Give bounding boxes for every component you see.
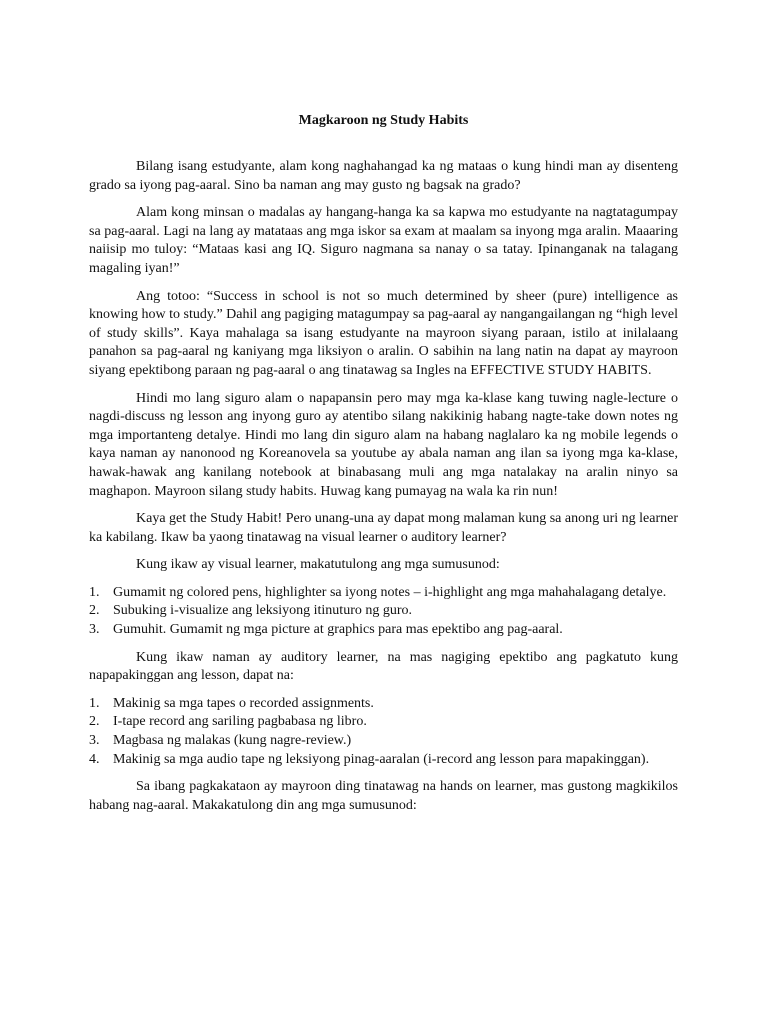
auditory-learner-list bbox=[89, 695, 678, 769]
paragraph-visual-intro: Kung ikaw ay visual learner, makatutulong ang mga sumusunod: bbox=[136, 557, 500, 573]
list-text: Subuking i-visualize ang leksiyong itinuturo ng guro. bbox=[113, 603, 413, 619]
list-text: Gumamit ng colored pens, highlighter sa iyong notes – i-highlight ang mga mahahalagang detalye. bbox=[113, 584, 667, 600]
list-item bbox=[89, 584, 678, 603]
list-text: Gumuhit. Gumamit ng mga picture at graphics para mas epektibo ang pag-aaral. bbox=[113, 622, 563, 638]
paragraph-intro: Bilang isang estudyante, alam kong naghahangad ka ng mataas o kung hindi man ay disenteng grado sa iyong pag-aaral. Sino ba naman ang may gusto ng bagsak na grado? bbox=[89, 159, 678, 193]
paragraph-truth: Ang totoo: “Success in school is not so much determined by sheer (pure) intelligence as knowing how to study.” Dahil ang pagiging matagumpay sa pag-aaral ay nangangailangan ng “high level of study skills”. Kaya mahalaga sa isang estudyante na mayroon siyang paraan, istilo at inilalaang panahon sa pag-aaral ng kaniyang mga liksiyon o aralin. O sabihin na lang natin na dapat ay mayroon siyang epektibong paraan ng pag-aaral o ang tinatawag sa Ingles na EFFECTIVE STUDY HABITS. bbox=[89, 288, 678, 378]
list-item bbox=[89, 713, 678, 732]
visual-learner-list bbox=[89, 584, 678, 640]
list-text: Magbasa ng malakas (kung nagre-review.) bbox=[113, 733, 352, 749]
list-number: 3. bbox=[89, 733, 100, 749]
list-number: 2. bbox=[89, 603, 100, 619]
list-number: 2. bbox=[89, 714, 100, 730]
paragraph-admiration: Alam kong minsan o madalas ay hangang-hanga ka sa kapwa mo estudyante na nagtatagumpay sa pag-aaral. Lagi na lang ay matataas ang mga iskor sa exam at maalam sa inyong mga aralin. Maaaring naiisip mo tuloy: “Mataas kasi ang IQ. Siguro nagmana sa nanay o sa tatay. Ipinanganak na talagang magaling iyan!” bbox=[89, 205, 678, 276]
list-number: 3. bbox=[89, 622, 100, 638]
list-text: I-tape record ang sariling pagbabasa ng libro. bbox=[113, 714, 367, 730]
list-item bbox=[89, 621, 678, 640]
list-number: 1. bbox=[89, 695, 100, 711]
paragraph-classmates: Hindi mo lang siguro alam o napapansin pero may mga ka-klase kang tuwing nagle-lecture o nagdi-discuss ng lesson ang inyong guro ay atentibo silang nakikinig habang nagte-take down notes ng mga importanteng detalye. Hindi mo lang din siguro alam na habang naglalaro ka ng mobile legends o kaya naman ay nanonood ng Koreanovela sa youtube ay abala naman ang ilan sa iyong mga ka-klase, hawak-hawak ang kanilang notebook at binabasang muli ang mga natalakay na aralin ninyo sa maghapon. Mayroon silang study habits. Huwag kang pumayag na wala ka rin nun! bbox=[89, 390, 678, 499]
document-title: Magkaroon ng Study Habits bbox=[298, 113, 469, 128]
paragraph-get-habit: Kaya get the Study Habit! Pero unang-una ay dapat mong malaman kung sa anong uri ng learner ka kabilang. Ikaw ba yaong tinatawag na visual learner o auditory learner? bbox=[89, 511, 678, 545]
list-item bbox=[89, 732, 678, 751]
document-body bbox=[89, 112, 678, 824]
list-item bbox=[89, 751, 678, 770]
list-item bbox=[89, 602, 678, 621]
list-number: 4. bbox=[89, 751, 100, 767]
paragraph-hands-on: Sa ibang pagkakataon ay mayroon ding tinatawag na hands on learner, mas gustong magkikilos habang nag-aaral. Makakatulong din ang mga sumusunod: bbox=[89, 779, 678, 813]
list-text: Makinig sa mga audio tape ng leksiyong pinag-aaralan (i-record ang lesson para mapakinggan). bbox=[113, 751, 650, 767]
list-item bbox=[89, 695, 678, 714]
list-text: Makinig sa mga tapes o recorded assignments. bbox=[113, 695, 374, 711]
list-number: 1. bbox=[89, 584, 100, 600]
paragraph-auditory-intro: Kung ikaw naman ay auditory learner, na mas nagiging epektibo ang pagkatuto kung napapakinggan ang lesson, dapat na: bbox=[89, 649, 678, 684]
